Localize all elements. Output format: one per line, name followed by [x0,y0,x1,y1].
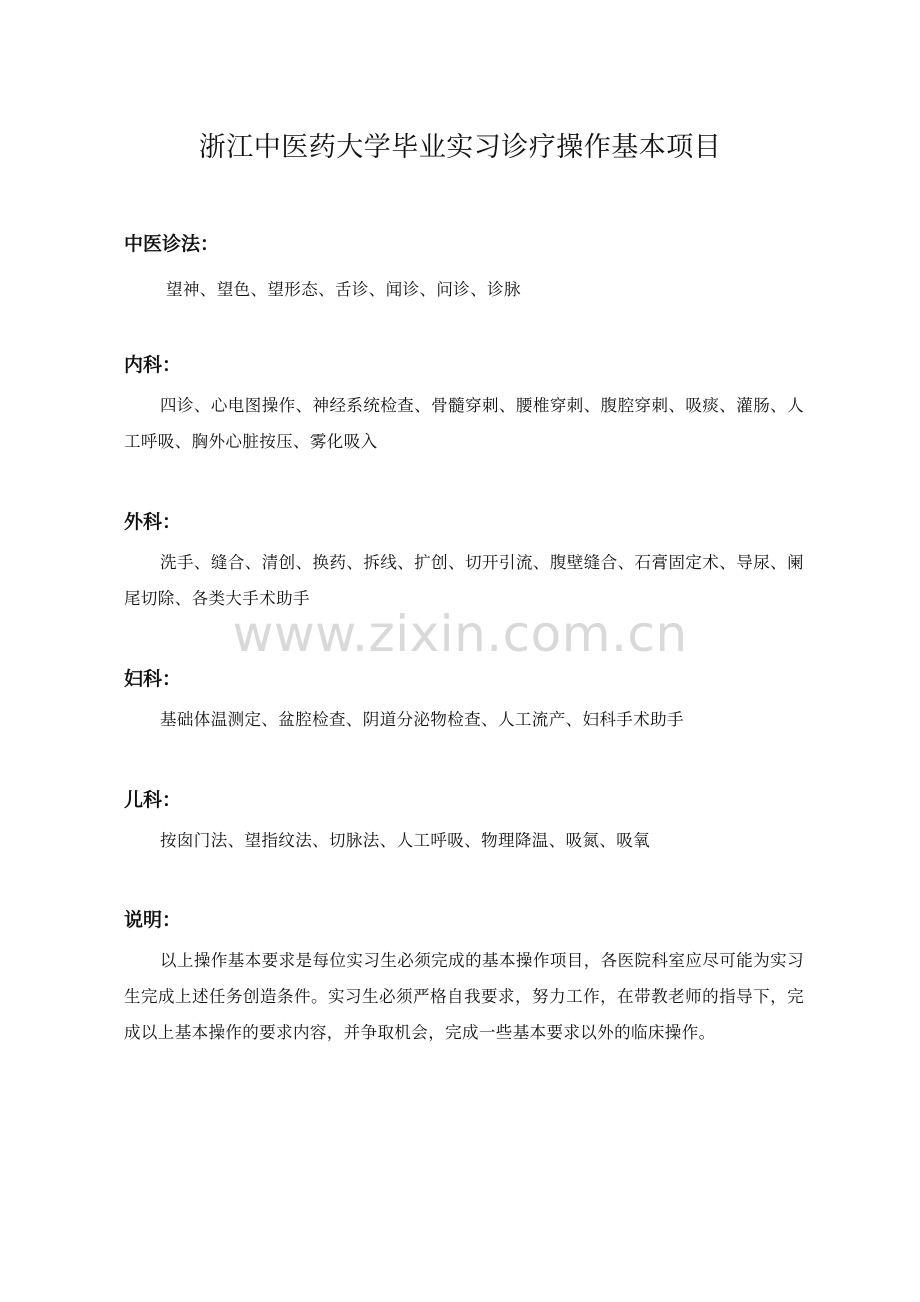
section-body: 四诊、心电图操作、神经系统检查、骨髓穿刺、腰椎穿刺、腹腔穿刺、吸痰、灌肠、人工呼吸、胸外心脏按压、雾化吸入 [124,396,804,451]
section-internal-medicine [124,351,804,460]
section-pediatrics [124,786,804,859]
section-body: 以上操作基本要求是每位实习生必须完成的基本操作项目，各医院科室应尽可能为实习生完成上述任务创造条件。实习生必须严格自我要求，努力工作，在带教老师的指导下，完成以上基本操作的要求内容，并争取机会，完成一些基本要求以外的临床操作。 [124,951,804,1042]
document-title: 浙江中医药大学毕业实习诊疗操作基本项目 [198,132,722,163]
section-heading: 中医诊法： [124,233,220,255]
section-heading: 儿科： [124,789,182,811]
section-body: 望神、望色、望形态、舌诊、闻诊、问诊、诊脉 [166,280,521,299]
section-heading: 内科： [124,354,182,376]
section-body: 按囱门法、望指纹法、切脉法、人工呼吸、物理降温、吸氮、吸氧 [160,831,651,850]
section-heading: 说明： [124,909,182,931]
section-surgery [124,508,804,617]
section-body: 洗手、缝合、清创、换药、拆线、扩创、切开引流、腹壁缝合、石膏固定术、导尿、阑尾切除、各类大手术助手 [124,553,804,608]
section-gynecology [124,665,804,738]
section-heading: 妇科： [124,668,182,690]
section-heading: 外科： [124,511,182,533]
section-body: 基础体温测定、盆腔检查、阴道分泌物检查、人工流产、妇科手术助手 [160,710,684,729]
section-tcm-diagnosis [124,230,804,308]
watermark: www.zixin.com.cn [232,605,688,663]
section-notes [124,906,804,1051]
